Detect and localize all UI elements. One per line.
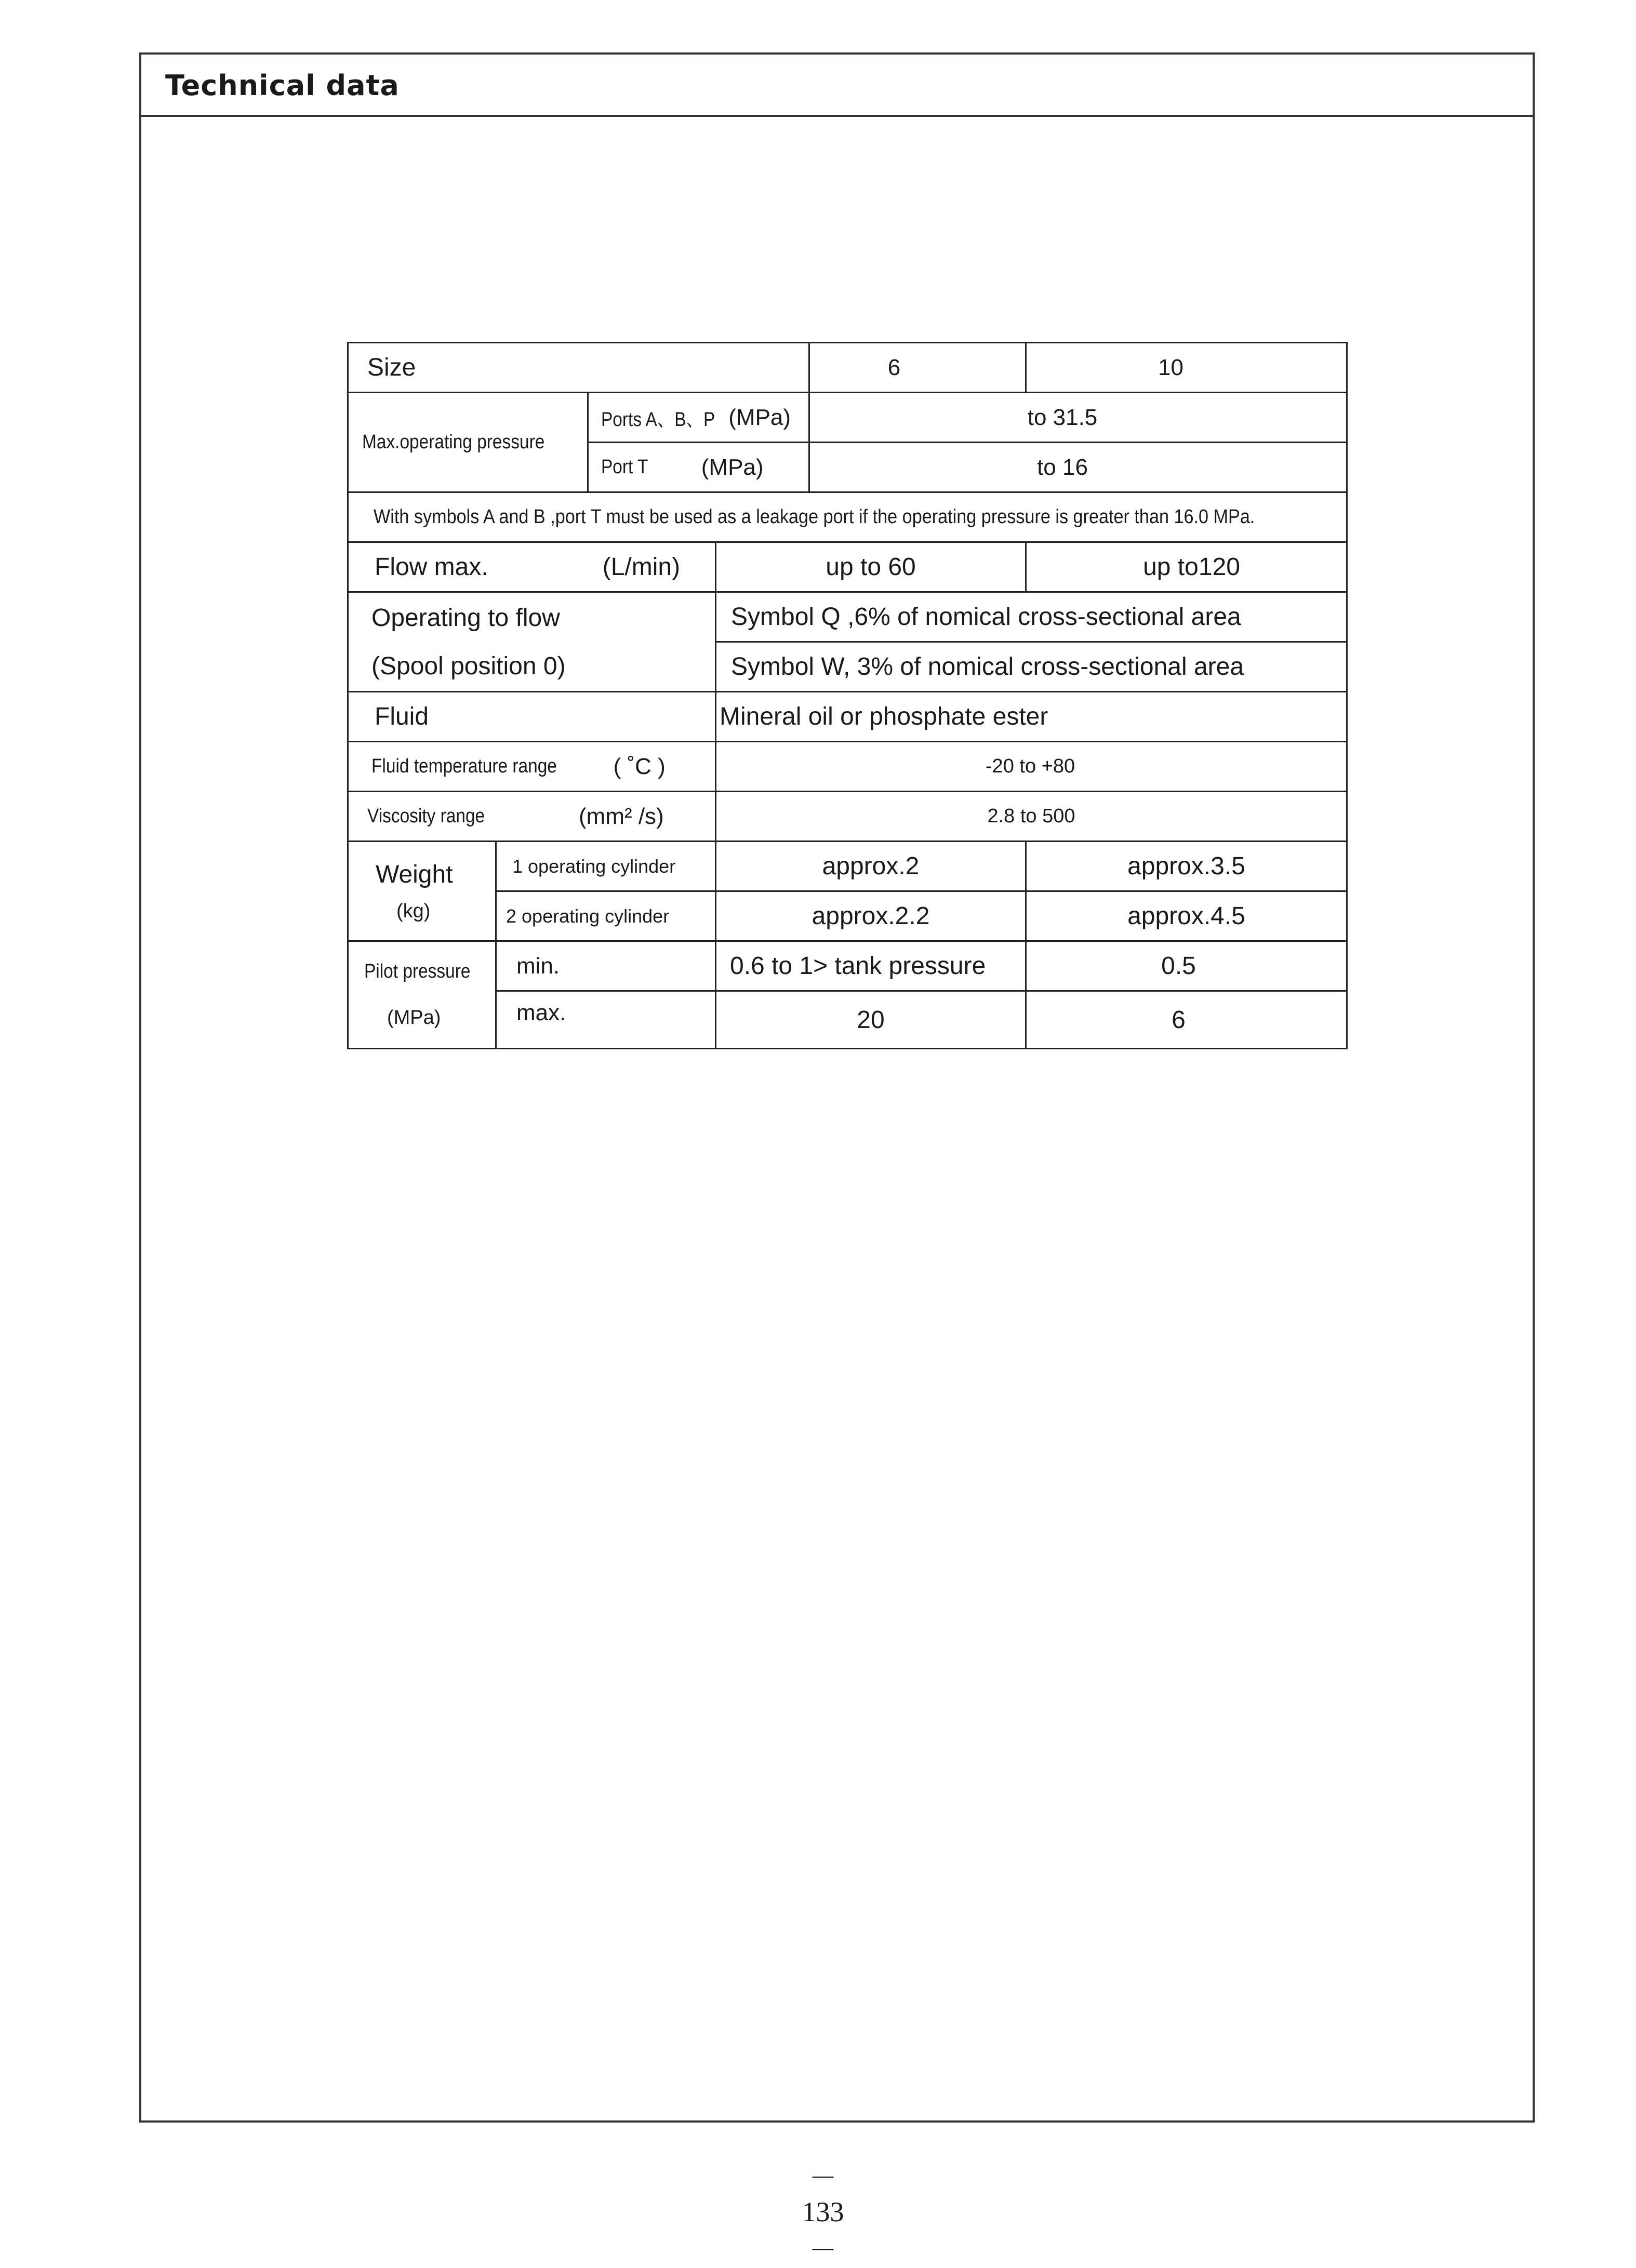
pilot-max-col1-cell bbox=[715, 990, 1027, 1049]
flow-max-col1-cell bbox=[715, 541, 1027, 593]
symbol-q-text: Symbol Q ,6% of nomical cross-sectional area bbox=[731, 603, 1241, 631]
weight-one-col2: approx.3.5 bbox=[1127, 852, 1245, 880]
viscosity-label-cell bbox=[347, 791, 716, 842]
pilot-min-label: min. bbox=[516, 953, 560, 979]
section-title: Technical data bbox=[165, 69, 400, 102]
max-pressure-label: Max.operating pressure bbox=[362, 431, 545, 453]
technical-data-table bbox=[347, 342, 1348, 1049]
temp-value: -20 to +80 bbox=[985, 755, 1075, 777]
fluid-value-cell bbox=[715, 691, 1348, 742]
weight-two-col1: approx.2.2 bbox=[812, 902, 930, 930]
weight-one-label-cell bbox=[495, 841, 716, 892]
size-col1: 6 bbox=[887, 354, 901, 380]
weight-one-label: 1 operating cylinder bbox=[512, 855, 676, 877]
weight-label-cell bbox=[347, 841, 497, 942]
pilot-max-col1: 20 bbox=[857, 1006, 885, 1034]
weight-one-col1-cell bbox=[715, 841, 1027, 892]
note-cell bbox=[347, 491, 1348, 543]
fluid-label-cell bbox=[347, 691, 716, 742]
ports-abp-value: to 31.5 bbox=[1027, 404, 1098, 430]
operating-flow-sublabel: (Spool position 0) bbox=[371, 652, 566, 680]
weight-two-label-cell bbox=[495, 890, 716, 942]
port-t-unit: (MPa) bbox=[701, 454, 764, 480]
symbol-q-cell bbox=[715, 591, 1348, 643]
size-label: Size bbox=[367, 354, 416, 381]
weight-two-label: 2 operating cylinder bbox=[506, 905, 670, 927]
weight-unit: (kg) bbox=[396, 900, 431, 922]
pilot-min-col2-cell bbox=[1025, 940, 1348, 992]
leakage-port-note: With symbols A and B ,port T must be used as a leakage port if the operating pressure is greater than 16.0 MPa. bbox=[374, 506, 1255, 528]
port-t-value-cell bbox=[808, 442, 1348, 493]
size-col2: 10 bbox=[1158, 354, 1183, 380]
flow-max-label: Flow max. bbox=[375, 553, 488, 581]
ports-abp-label: Ports A、B、P bbox=[601, 409, 715, 431]
pilot-max-col2: 6 bbox=[1172, 1006, 1186, 1034]
operating-flow-label: Operating to flow bbox=[371, 604, 560, 632]
viscosity-unit: (mm² /s) bbox=[578, 803, 664, 829]
flow-max-col1: up to 60 bbox=[826, 553, 916, 581]
temp-unit: ( ˚C ) bbox=[613, 753, 666, 779]
symbol-w-cell bbox=[715, 641, 1348, 692]
weight-two-col2-cell bbox=[1025, 890, 1348, 942]
viscosity-value-cell bbox=[715, 791, 1348, 842]
flow-max-unit: (L/min) bbox=[602, 553, 681, 581]
pilot-min-col1: 0.6 to 1> tank pressure bbox=[730, 952, 986, 980]
weight-label: Weight bbox=[376, 860, 453, 888]
max-pressure-label-cell bbox=[347, 392, 589, 493]
pilot-max-col2-cell bbox=[1025, 990, 1348, 1049]
size-col2-cell bbox=[1025, 342, 1348, 393]
pilot-max-label: max. bbox=[516, 1000, 566, 1025]
flow-max-col2-cell bbox=[1025, 541, 1348, 593]
page-number: －133－ bbox=[802, 2163, 844, 2266]
pilot-label-cell bbox=[347, 940, 497, 1049]
ports-abp-label-cell bbox=[587, 392, 810, 443]
flow-max-col2: up to120 bbox=[1143, 553, 1240, 581]
port-t-label-cell bbox=[587, 442, 810, 493]
pilot-min-label-cell bbox=[495, 940, 716, 992]
ports-abp-value-cell bbox=[808, 392, 1348, 443]
pilot-label: Pilot pressure bbox=[364, 960, 471, 982]
ports-abp-unit: (MPa) bbox=[728, 404, 791, 430]
weight-two-col1-cell bbox=[715, 890, 1027, 942]
temp-label: Fluid temperature range bbox=[371, 755, 557, 777]
viscosity-value: 2.8 to 500 bbox=[987, 805, 1075, 827]
operating-flow-label-cell bbox=[347, 591, 716, 692]
pilot-min-col2: 0.5 bbox=[1161, 952, 1196, 980]
weight-two-col2: approx.4.5 bbox=[1127, 902, 1245, 930]
fluid-label: Fluid bbox=[375, 703, 429, 730]
fluid-value: Mineral oil or phosphate ester bbox=[720, 703, 1048, 730]
weight-one-col1: approx.2 bbox=[822, 852, 920, 880]
section-header bbox=[141, 55, 1533, 117]
port-t-label: Port T bbox=[601, 456, 648, 478]
weight-one-col2-cell bbox=[1025, 841, 1348, 892]
temp-label-cell bbox=[347, 741, 716, 792]
pilot-min-col1-cell bbox=[715, 940, 1027, 992]
pilot-unit: (MPa) bbox=[387, 1007, 441, 1029]
flow-max-label-cell bbox=[347, 541, 716, 593]
symbol-w-text: Symbol W, 3% of nomical cross-sectional area bbox=[731, 653, 1244, 681]
pilot-max-label-cell bbox=[495, 990, 716, 1049]
size-col1-cell bbox=[808, 342, 1027, 393]
port-t-value: to 16 bbox=[1037, 454, 1088, 480]
temp-value-cell bbox=[715, 741, 1348, 792]
size-label-cell bbox=[347, 342, 810, 393]
viscosity-label: Viscosity range bbox=[367, 805, 485, 827]
